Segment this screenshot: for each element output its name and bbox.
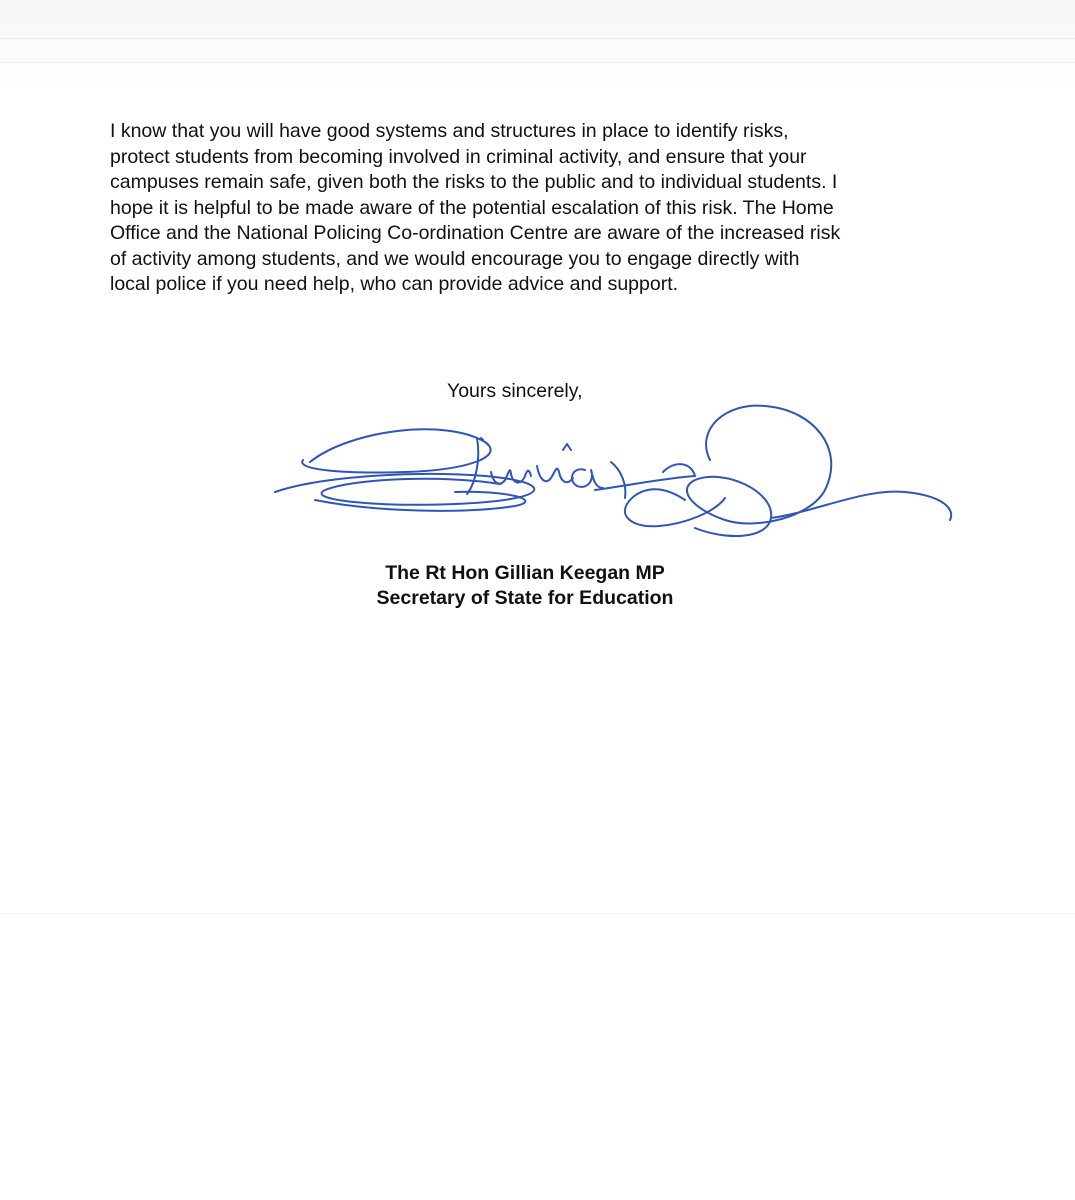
body-line: local police if you need help, who can provide advice and support. — [110, 273, 679, 295]
scan-artifact-line — [0, 62, 1075, 63]
signature-icon — [255, 400, 965, 550]
body-line: of activity among students, and we would encourage you to engage directly with — [110, 247, 800, 270]
scan-artifact-line — [0, 913, 1075, 914]
scan-artifact-line — [0, 38, 1075, 39]
body-line: I know that you will have good systems and structures in place to identify risks, — [110, 120, 789, 142]
signatory-block — [0, 561, 1050, 611]
scan-shadow — [0, 0, 1075, 90]
body-line: hope it is helpful to be made aware of the potential escalation of this risk. The Home — [110, 196, 834, 219]
signatory-title: Secretary of State for Education — [376, 587, 674, 609]
body-line: campuses remain safe, given both the risks to the public and to individual students. I — [110, 171, 838, 193]
closing-salutation: Yours sincerely, — [447, 380, 583, 402]
signatory-name: The Rt Hon Gillian Keegan MP — [385, 562, 665, 584]
letter-body — [110, 119, 960, 298]
body-line: Office and the National Policing Co-ordination Centre are aware of the increased risk — [110, 222, 841, 244]
body-line: protect students from becoming involved in criminal activity, and ensure that your — [110, 145, 807, 168]
